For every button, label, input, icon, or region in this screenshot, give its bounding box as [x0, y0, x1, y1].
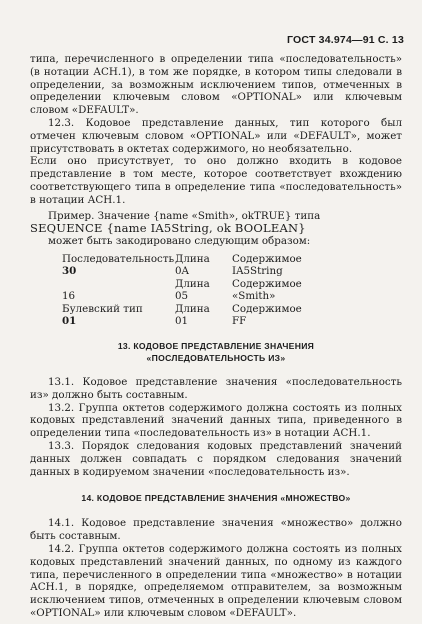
section-13-title-line-1: 13. КОДОВОЕ ПРЕДСТАВЛЕНИЕ ЗНАЧЕНИЯ	[117, 340, 315, 351]
table-cell: Последовательность	[62, 252, 175, 265]
paragraph-14-2: 14.2. Группа октетов содержимого должна состоять из полных кодовых представлений значений данных, по одному из каждого типа, перечисленного в определении типа «множество» в нотации АСН.1, в порядке, определяемом отправителем, за возможным исключением типов, отмеченных в определении ключевым словом «OPTIONAL» или ключевым словом «DEFAULT».	[30, 542, 402, 619]
encoding-table	[62, 253, 402, 328]
table-cell: FF	[232, 315, 247, 328]
table-cell: Содержимое	[232, 277, 302, 290]
paragraph-continuation: типа, перечисленного в определении типа «последовательность» (в нотации АСН.1), в том же порядке, в котором типы следовали в определении, за возможным исключением типов, отмеченных в определении ключевым словом «OPTIONAL» или ключевым словом «DEFAULT».	[30, 53, 402, 117]
section-13-title-line-2: «ПОСЛЕДОВАТЕЛЬНОСТЬ ИЗ»	[146, 352, 286, 363]
table-cell: Длина	[175, 302, 210, 315]
table-cell: Содержимое	[232, 302, 302, 315]
table-cell	[62, 278, 175, 291]
table-cell: 01	[175, 315, 189, 328]
paragraph-13-1: 13.1. Кодовое представление значения «последовательность из» должно быть составным.	[30, 375, 402, 401]
page-header: ГОСТ 34.974—91 С. 13	[287, 34, 404, 46]
table-cell: 05	[175, 290, 189, 303]
table-cell: 01	[62, 315, 77, 328]
table-cell: Содержимое	[232, 252, 302, 265]
example-line-1: Пример. Значение {name «Smith», okTRUE} типа	[48, 209, 321, 222]
paragraph-if-present: Если оно присутствует, то оно должно входить в кодовое представление в том месте, которое соответствует вхождению соответствующего типа в определение типа «последовательность» в нотации АСН.1.	[30, 155, 402, 206]
example-line-3: может быть закодировано следующим образом:	[48, 235, 311, 248]
example-line-2: SEQUENCE {name IA5String, ok BOOLEAN}	[30, 221, 306, 236]
section-13-title	[30, 340, 402, 364]
table-cell: Длина	[175, 277, 210, 290]
paragraph-13-3: 13.3. Порядок следования кодовых представлений значений данных должен совпадать с порядком следования значений данных в кодируемом значении «последовательность из».	[30, 439, 402, 478]
section-14-title: 14. КОДОВОЕ ПРЕДСТАВЛЕНИЕ ЗНАЧЕНИЯ «МНОЖЕСТВО»	[81, 493, 351, 504]
paragraph-14-1: 14.1. Кодовое представление значения «множество» должно быть составным.	[30, 517, 402, 543]
paragraph-12-3: 12.3. Кодовое представление данных, тип которого был отмечен ключевым словом «OPTIONAL» или «DEFAULT», может присутствовать в октетах содержимого, но необязательно.	[30, 116, 402, 155]
table-cell: Булевский тип	[62, 302, 143, 315]
table-cell: 30	[62, 265, 77, 278]
paragraph-13-2: 13.2. Группа октетов содержимого должна состоять из полных кодовых представлений значений данных типа, приведенного в определении типа «последовательность из» в нотации АСН.1.	[30, 401, 402, 440]
table-cell: Длина	[175, 252, 210, 265]
table-cell: 0A	[175, 265, 189, 278]
table-cell: 16	[62, 290, 76, 303]
table-cell: IA5String	[232, 265, 283, 278]
document-body	[30, 53, 402, 620]
table-cell: «Smith»	[232, 290, 276, 303]
